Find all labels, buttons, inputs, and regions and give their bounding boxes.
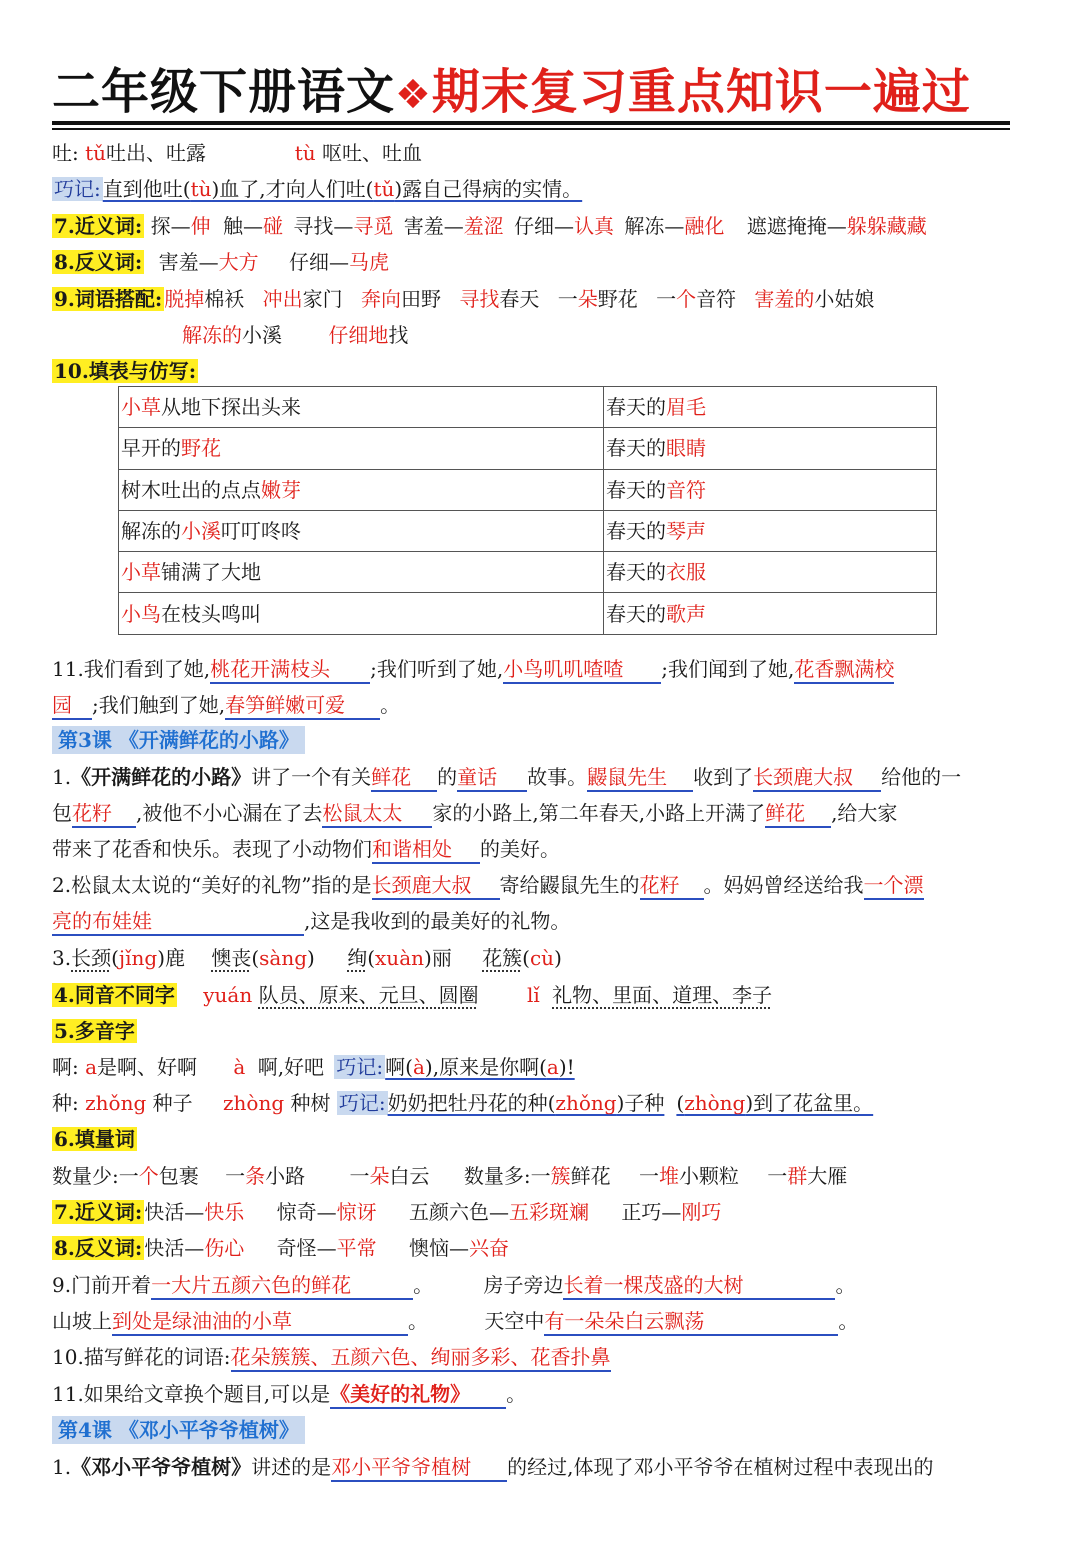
table-row: 早开的野花 春天的眼睛 bbox=[119, 428, 937, 469]
table-row: 小草铺满了大地 春天的衣服 bbox=[119, 552, 937, 593]
lesson3-q9-line2: 山坡上到处是绿油油的小草 。 天空中有一朵朵白云飘荡 。 bbox=[52, 1306, 858, 1336]
synonyms-1: 7.近义词: 探—伸 触—碰 寻找—寻觅 害羞—羞涩 仔细—认真 解冻—融化 遮遮掩掩—躲躲藏藏 bbox=[54, 214, 927, 238]
section-label: 7.近义词: bbox=[54, 214, 143, 238]
polyphone-tu: 吐: tǔ吐出、吐露 tù 呕吐、吐血 bbox=[52, 141, 423, 165]
lesson3-q5-heading: 5.多音字 bbox=[54, 1019, 135, 1043]
lesson-4-heading: 第4课 《邓小平爷爷植树》 bbox=[52, 1415, 305, 1445]
question-11-line1: 11.我们看到了她,桃花开满枝头 ;我们听到了她,小鸟叽叽喳喳 ;我们闻到了她,花香飘满校 bbox=[52, 654, 894, 684]
table-heading: 10.填表与仿写: bbox=[54, 359, 197, 383]
lesson3-q4-homophones: 4.同音不同字 yuán 队员、原来、元旦、圆圈 lǐ 礼物、里面、道理、李子 bbox=[54, 983, 773, 1007]
title-part1: 二年级下册语文 bbox=[52, 64, 396, 120]
lesson3-q2-line1: 2.松鼠太太说的“美好的礼物”指的是长颈鹿大叔 寄给鼹鼠先生的花籽 。妈妈曾经送给我一个漂 bbox=[52, 870, 924, 900]
polyphone-zhong: 种: zhǒng 种子 zhòng 种树 巧记: 奶奶把牡丹花的种(zhǒng)子种 (zhòng)到了花盆里。 bbox=[52, 1091, 874, 1115]
word-matching: 9.词语搭配: 脱掉棉袄 冲出家门 奔向田野 寻找春天 一朵野花 一个音符 害羞的小姑娘 bbox=[54, 287, 875, 311]
synonyms-2: 7.近义词: 快活—快乐 惊奇—惊讶 五颜六色—五彩斑斓 正巧—刚巧 bbox=[54, 1200, 722, 1224]
lesson3-q1-line1: 1.《开满鲜花的小路》讲了一个有关鲜花 的童话 故事。鼹鼠先生 收到了长颈鹿大叔 给他的一 bbox=[52, 762, 961, 792]
lesson3-q3-pinyin: 3.长颈(jǐng)鹿 懊丧(sàng) 绚(xuàn)丽 花簇(cù) bbox=[52, 946, 562, 970]
title-divider-thin bbox=[52, 128, 1010, 130]
page-title bbox=[52, 62, 971, 125]
table-row: 小鸟在枝头鸣叫 春天的歌声 bbox=[119, 593, 937, 634]
diamond-icon: ❖ bbox=[395, 72, 432, 118]
table-row: 树木吐出的点点嫩芽 春天的音符 bbox=[119, 469, 937, 510]
lesson3-q9-line1: 9.门前开着一大片五颜六色的鲜花 。 房子旁边长着一棵茂盛的大树 。 bbox=[52, 1270, 855, 1300]
table-row: 解冻的小溪叮叮咚咚 春天的琴声 bbox=[119, 510, 937, 551]
lesson-3-heading: 第3课 《开满鲜花的小路》 bbox=[52, 725, 305, 755]
title-part2: 期末复习重点知识一遍过 bbox=[431, 64, 971, 120]
fill-table bbox=[118, 386, 937, 635]
question-11-line2: 园 ;我们触到了她,春笋鲜嫩可爱 。 bbox=[52, 690, 400, 720]
title-divider-thick bbox=[52, 121, 1010, 125]
lesson3-q1-line2: 包花籽 ,被他不小心漏在了去松鼠太太 家的小路上,第二年春天,小路上开满了鲜花 ,给大家 bbox=[52, 798, 897, 828]
table-row: 小草从地下探出头来 春天的眉毛 bbox=[119, 387, 937, 428]
lesson3-q11: 11.如果给文章换个题目,可以是《美好的礼物》 。 bbox=[52, 1379, 526, 1409]
polyphone-a: 啊: a是啊、好啊 à 啊,好吧 巧记: 啊(à),原来是你啊(a)! bbox=[52, 1055, 575, 1079]
lesson3-q1-line3: 带来了花香和快乐。表现了小动物们和谐相处 的美好。 bbox=[52, 834, 560, 864]
section-label: 8.反义词: bbox=[54, 250, 143, 274]
lesson3-q2-line2: 亮的布娃娃 ,这是我收到的最美好的礼物。 bbox=[52, 906, 570, 936]
section-label: 9.词语搭配: bbox=[54, 287, 163, 311]
lesson4-q1: 1.《邓小平爷爷植树》讲述的是邓小平爷爷植树 的经过,体现了邓小平爷爷在植树过程中表现出的 bbox=[52, 1452, 933, 1482]
tip-label: 巧记: bbox=[54, 177, 101, 201]
antonyms-1: 8.反义词: 害羞—大方 仔细—马虎 bbox=[54, 250, 389, 274]
word-matching-cont: 解冻的小溪 仔细地找 bbox=[182, 323, 409, 347]
lesson3-q6-heading: 6.填量词 bbox=[54, 1127, 135, 1151]
tip-tu: 巧记: 直到他吐(tù)血了,才向人们吐(tǔ)露自己得病的实情。 bbox=[54, 177, 583, 201]
lesson3-q10: 10.描写鲜花的词语:花朵簇簇、五颜六色、绚丽多彩、花香扑鼻 bbox=[52, 1342, 611, 1372]
antonyms-2: 8.反义词: 快活—伤心 奇怪—平常 懊恼—兴奋 bbox=[54, 1236, 509, 1260]
measure-words: 数量少:一个包裹 一条小路 一朵白云 数量多:一簇鲜花 一堆小颗粒 一群大雁 bbox=[52, 1164, 848, 1188]
